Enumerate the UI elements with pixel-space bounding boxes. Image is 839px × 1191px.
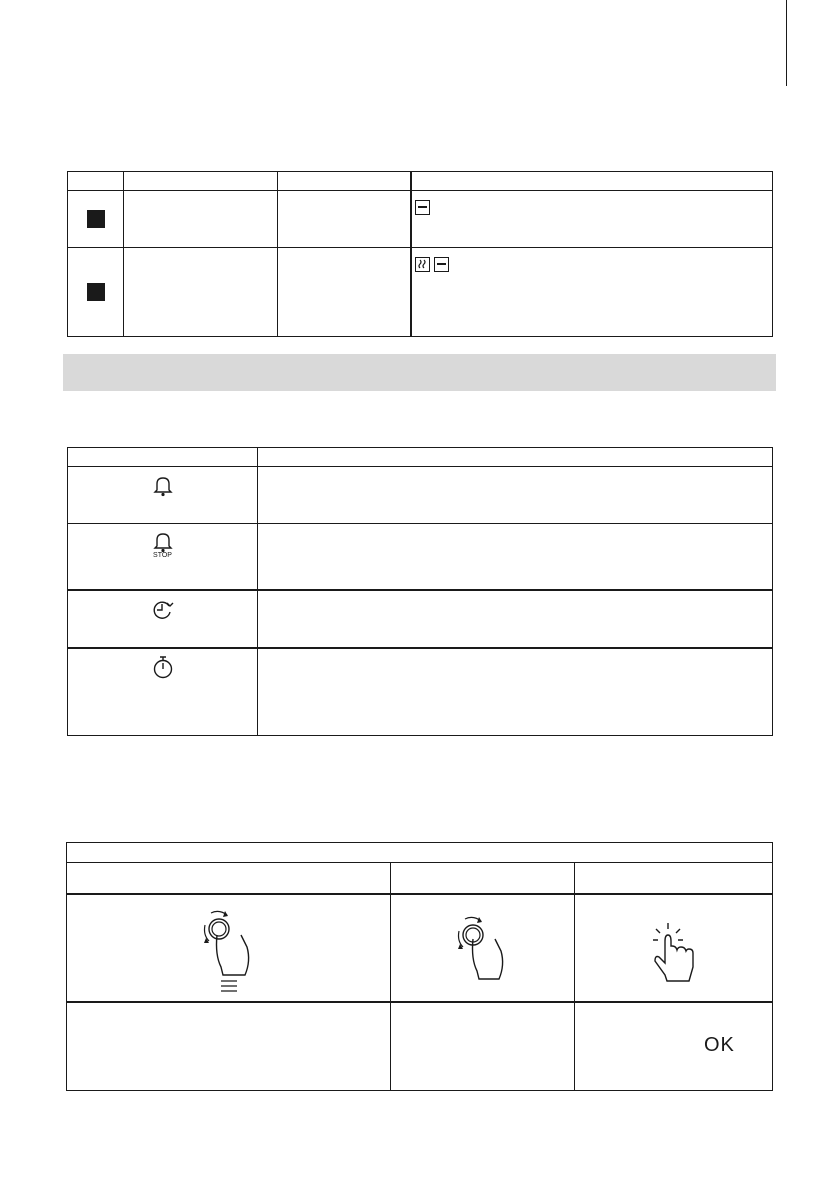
control-actions-table <box>66 842 773 1091</box>
table-row <box>68 648 773 736</box>
function-square-icon <box>87 283 105 301</box>
table-row <box>68 467 773 524</box>
table-row <box>68 191 773 248</box>
page-edge-line <box>786 0 787 86</box>
clock-arrow-icon <box>151 599 175 621</box>
stopwatch-icon <box>152 655 174 679</box>
bottom-heat-icon <box>415 200 430 215</box>
table-subheader-row <box>67 863 773 894</box>
table-row <box>67 894 773 1002</box>
hand-turn-knob-icon <box>451 915 507 985</box>
table-row <box>68 248 773 337</box>
timer-functions-table <box>67 447 773 736</box>
table-row <box>68 524 773 590</box>
ok-label: OK <box>704 1033 735 1056</box>
stop-label: STOP <box>153 552 172 559</box>
hand-tap-icon <box>647 919 703 985</box>
bell-stop-icon <box>153 531 173 553</box>
table-header-row <box>68 448 773 467</box>
grill-heat-icon <box>415 257 430 272</box>
bottom-heat-icon <box>434 257 449 272</box>
bell-icon <box>153 475 173 497</box>
function-square-icon <box>87 210 105 228</box>
hand-turn-knob-menu-icon <box>195 905 255 995</box>
heating-functions-table <box>67 171 773 337</box>
section-heading-band <box>63 354 776 391</box>
table-row <box>68 590 773 648</box>
table-header-row <box>68 172 773 191</box>
table-row <box>67 1002 773 1091</box>
table-header-row <box>67 843 773 863</box>
